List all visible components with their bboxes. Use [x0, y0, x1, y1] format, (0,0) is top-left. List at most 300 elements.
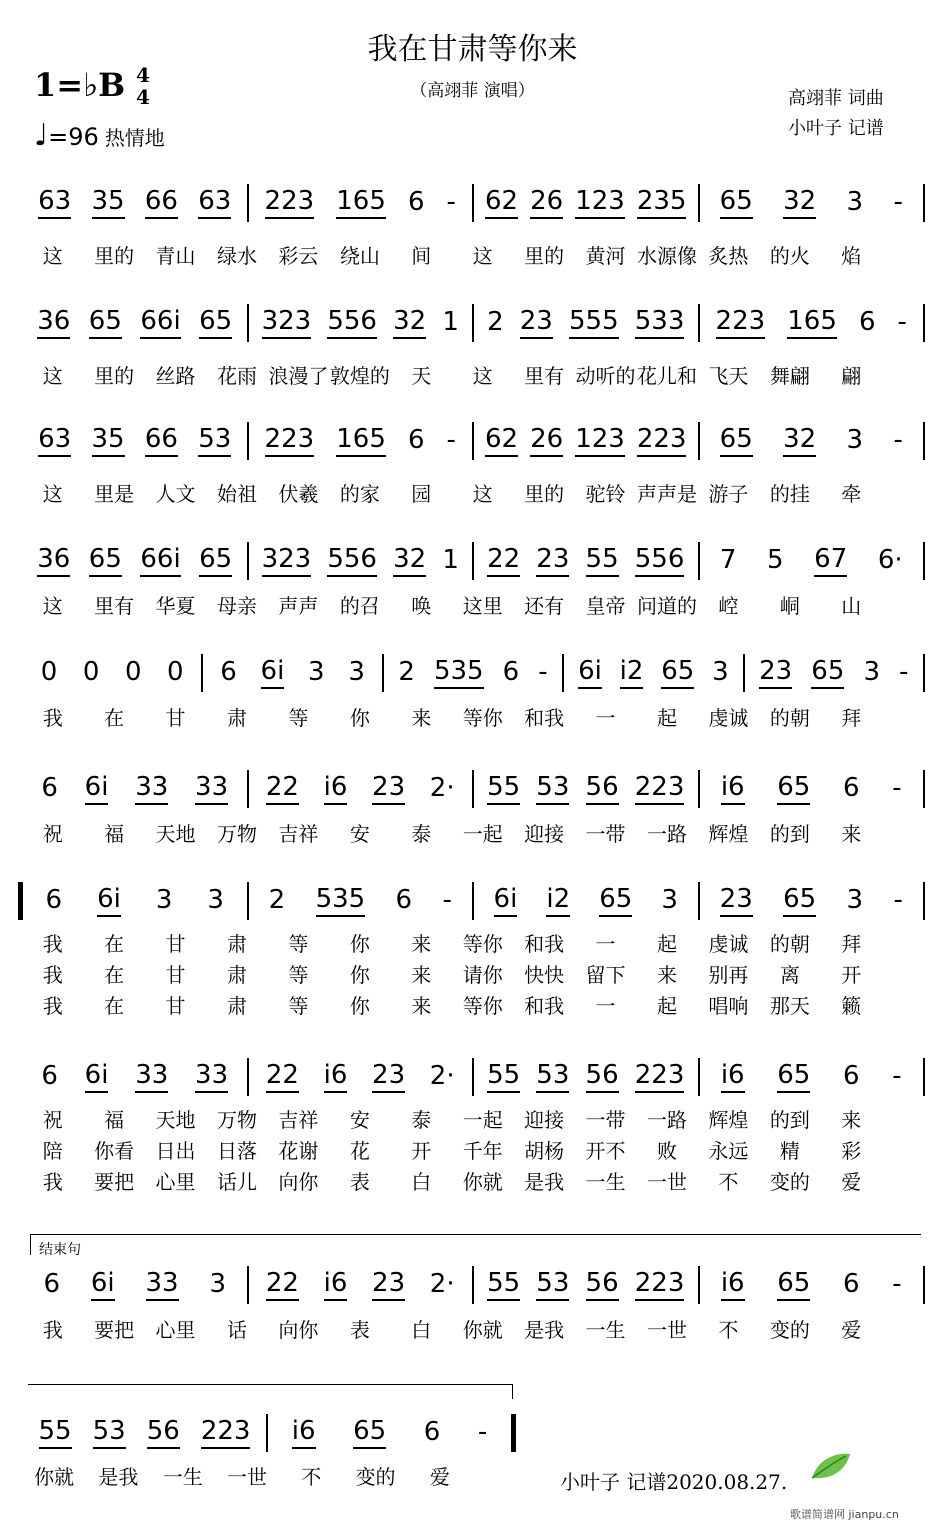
- lyric-syllable: 在: [104, 963, 125, 987]
- lyric-syllable: 甘: [165, 994, 186, 1018]
- lyric-syllable: 来: [841, 1108, 862, 1132]
- lyric-syllable: 还有: [524, 594, 565, 618]
- note-group: 66: [145, 185, 178, 219]
- note-group: 2: [398, 657, 415, 687]
- note-group: 65: [777, 1267, 810, 1301]
- lyric-syllable: 变的: [355, 1465, 396, 1489]
- measure: [705, 1264, 919, 1304]
- lyric-syllable: 是我: [98, 1465, 139, 1489]
- lyric-syllable: 虔诚: [708, 932, 749, 956]
- note-group: 32: [393, 543, 426, 577]
- note-group: 3: [155, 885, 173, 915]
- lyric-syllable: 驼铃: [585, 482, 626, 506]
- note-group: 2·: [429, 1269, 455, 1299]
- note-group: 55: [586, 543, 619, 577]
- measure: [254, 1056, 468, 1096]
- lyric-syllable: 变的: [769, 1170, 810, 1194]
- ending-bracket: [30, 1234, 921, 1258]
- note-group: 6: [407, 187, 425, 217]
- note-group: i6: [324, 1267, 348, 1301]
- lyric-syllable: 动听的: [575, 364, 636, 388]
- measure-row: [22, 182, 924, 222]
- lyric-syllable: 等: [288, 963, 309, 987]
- note-group: 65: [720, 423, 753, 457]
- lyric-syllable: 迎接: [524, 1108, 565, 1132]
- lyric-syllable: 这: [472, 482, 493, 506]
- lyric-syllable: 焰: [841, 244, 862, 268]
- lyric-syllable: 一起: [462, 822, 503, 846]
- lyric-syllable: 迎接: [524, 822, 565, 846]
- lyric-syllable: 的朝: [769, 706, 810, 730]
- note-group: 0: [167, 657, 184, 687]
- lyric-syllable: 你: [349, 932, 370, 956]
- measure-row: [22, 302, 924, 342]
- lyric-syllable: 里是: [94, 482, 135, 506]
- lyric-syllable: 爱: [429, 1465, 450, 1489]
- lyric-syllable: 在: [104, 994, 125, 1018]
- measure: [479, 768, 693, 808]
- transcriber-credit: 小叶子 记谱: [788, 118, 884, 139]
- measure: [479, 1056, 693, 1096]
- lyric-syllable: 一: [595, 706, 616, 730]
- tempo-marking: [34, 118, 165, 153]
- lyric-syllable: 一带: [585, 1108, 626, 1132]
- watermark: 歌谱简谱网 jianpu.cn: [790, 1508, 899, 1521]
- lyric-syllable: 败: [656, 1139, 677, 1163]
- lyric-syllable: 花雨: [216, 364, 257, 388]
- note-group: 6: [43, 1269, 60, 1299]
- lyric-syllable: 伏羲: [278, 482, 319, 506]
- note-group: 55: [39, 1415, 72, 1449]
- note-group: 6i: [97, 883, 121, 917]
- note-group: i6: [292, 1415, 316, 1449]
- note-group: 65: [777, 1059, 810, 1093]
- note-group: 53: [198, 423, 231, 457]
- lyric-line: [22, 1316, 924, 1344]
- note-group: 535: [316, 883, 366, 917]
- note-group: 0: [82, 657, 100, 687]
- lyric-line: [22, 1463, 924, 1491]
- lyric-syllable: 这: [42, 244, 63, 268]
- note-group: -: [446, 425, 456, 455]
- lyric-syllable: 那天: [769, 994, 810, 1018]
- lyric-line: [22, 961, 924, 989]
- lyric-syllable: 话: [226, 1318, 247, 1342]
- note-group: 65: [89, 305, 122, 339]
- lyric-syllable: 始祖: [216, 482, 257, 506]
- measure-row: [22, 540, 924, 580]
- note-group: 3: [209, 1269, 227, 1299]
- lyric-syllable: 安: [349, 822, 370, 846]
- barline: [247, 1058, 249, 1096]
- lyric-syllable: 是我: [524, 1170, 565, 1194]
- note-group: 3: [207, 885, 224, 915]
- measure: [28, 1412, 261, 1452]
- note-group: 3: [846, 425, 864, 455]
- lyric-syllable: 陪: [42, 1139, 63, 1163]
- lyric-syllable: 表: [349, 1170, 370, 1194]
- note-group: 53: [536, 771, 569, 805]
- lyric-syllable: 绿水: [216, 244, 257, 268]
- barline: [247, 770, 249, 808]
- note-group: 33: [195, 1059, 228, 1093]
- lyric-syllable: 里的: [524, 244, 565, 268]
- measure-row: [22, 880, 924, 920]
- ending-label: 结束句: [39, 1242, 81, 1258]
- lyric-syllable: 一: [595, 994, 616, 1018]
- lyric-syllable: 的到: [769, 1108, 810, 1132]
- lyric-syllable: 不: [718, 1170, 739, 1194]
- barline: [923, 422, 925, 460]
- note-group: 6: [502, 657, 520, 687]
- lyric-syllable: 丝路: [155, 364, 196, 388]
- lyric-syllable: 万物: [216, 822, 257, 846]
- barline: [923, 304, 925, 342]
- lyric-syllable: 花儿和: [636, 364, 697, 388]
- lyric-syllable: 里有: [94, 594, 135, 618]
- note-group: 223: [635, 1267, 685, 1301]
- note-group: 223: [635, 1059, 685, 1093]
- lyric-syllable: 千年: [462, 1139, 503, 1163]
- lyric-syllable: 白: [411, 1318, 432, 1342]
- lyric-syllable: 里的: [94, 244, 135, 268]
- lyric-syllable: 这: [42, 482, 63, 506]
- lyric-syllable: 的召: [339, 594, 380, 618]
- note-group: 7: [719, 545, 737, 575]
- lyric-syllable: 华夏: [155, 594, 196, 618]
- note-group: 53: [536, 1267, 569, 1301]
- time-signature: [136, 64, 150, 108]
- lyric-syllable: 等: [288, 932, 309, 956]
- note-group: 3: [661, 885, 678, 915]
- lyric-syllable: 游子: [708, 482, 749, 506]
- lyric-syllable: 水源像: [636, 244, 697, 268]
- lyric-syllable: 日出: [155, 1139, 196, 1163]
- note-group: 63: [38, 185, 71, 219]
- note-group: 556: [327, 543, 377, 577]
- barline: [923, 654, 925, 692]
- barline: [472, 304, 474, 342]
- leaf-icon: [808, 1448, 852, 1484]
- lyric-line: [22, 1168, 924, 1196]
- lyric-line: [22, 1106, 924, 1134]
- note-group: 6i: [91, 1267, 115, 1301]
- note-group: 165: [787, 305, 837, 339]
- barline: [247, 304, 249, 342]
- lyric-syllable: 来: [656, 963, 677, 987]
- barline: [698, 882, 700, 920]
- note-group: -: [442, 885, 452, 915]
- note-group: 556: [635, 543, 685, 577]
- lyric-syllable: 籁: [841, 994, 862, 1018]
- time-signature-bottom: 4: [136, 85, 150, 109]
- lyric-syllable: 吉祥: [278, 822, 319, 846]
- measure: [28, 182, 242, 222]
- lyric-syllable: 间: [411, 244, 432, 268]
- barline: [698, 304, 700, 342]
- barline: [247, 184, 249, 222]
- lyric-syllable: 等: [288, 994, 309, 1018]
- note-group: 32: [783, 423, 816, 457]
- lyric-syllable: 肃: [226, 963, 247, 987]
- barline: [472, 542, 474, 580]
- note-group: 53: [536, 1059, 569, 1093]
- note-group: 3: [846, 885, 864, 915]
- lyric-syllable: 和我: [524, 994, 565, 1018]
- lyric-syllable: 你: [349, 994, 370, 1018]
- note-group: 323: [262, 543, 312, 577]
- note-group: 6: [41, 773, 58, 803]
- note-group: -: [446, 187, 456, 217]
- note-group: 53: [93, 1415, 126, 1449]
- note-group: 23: [372, 1267, 405, 1301]
- note-group: 65: [811, 655, 844, 689]
- note-group: 65: [353, 1415, 386, 1449]
- lyric-syllable: 心里: [155, 1318, 196, 1342]
- lyric-syllable: 我: [42, 932, 63, 956]
- note-group: 123: [575, 423, 625, 457]
- lyric-syllable: 的火: [769, 244, 810, 268]
- note-group: 65: [720, 185, 753, 219]
- note-group: 65: [199, 543, 232, 577]
- note-group: 66i: [140, 305, 180, 339]
- lyric-syllable: 人文: [155, 482, 196, 506]
- barline: [698, 1058, 700, 1096]
- lyric-syllable: 彩: [841, 1139, 862, 1163]
- lyric-syllable: 我: [42, 706, 63, 730]
- transcriber-signature: 小叶子 记谱2020.08.27.: [560, 1470, 788, 1494]
- note-group: 6: [843, 773, 860, 803]
- barline: [923, 882, 925, 920]
- barline: [923, 770, 925, 808]
- note-group: 3: [846, 187, 864, 217]
- note-group: 33: [135, 1059, 168, 1093]
- measure: [28, 540, 242, 580]
- lyric-syllable: 我: [42, 1318, 63, 1342]
- measure: [208, 652, 376, 692]
- note-group: 6: [858, 307, 876, 337]
- note-group: 65: [599, 883, 632, 917]
- note-group: 1: [442, 307, 459, 337]
- barline: [923, 184, 925, 222]
- note-group: 6i: [85, 1059, 109, 1093]
- lyric-syllable: 翩: [841, 364, 862, 388]
- measure: [705, 1056, 919, 1096]
- barline: [266, 1414, 268, 1452]
- note-group: 6: [407, 425, 425, 455]
- lyric-syllable: 祝: [42, 822, 63, 846]
- lyric-syllable: 的朝: [769, 932, 810, 956]
- note-group: i2: [546, 883, 570, 917]
- quarter-note-icon: ♩: [34, 118, 49, 153]
- note-group: 23: [720, 883, 753, 917]
- measure: [254, 1264, 468, 1304]
- lyric-syllable: 爱: [841, 1318, 862, 1342]
- lyric-syllable: 皇帝: [585, 594, 626, 618]
- note-group: 33: [146, 1267, 179, 1301]
- barline: [247, 422, 249, 460]
- measure: [28, 1264, 242, 1304]
- note-group: 23: [759, 655, 792, 689]
- song-title: 我在甘肃等你来: [367, 32, 578, 67]
- measure: [479, 1264, 693, 1304]
- lyric-syllable: 一生: [585, 1318, 626, 1342]
- lyric-syllable: 和我: [524, 932, 565, 956]
- note-group: 2: [268, 885, 286, 915]
- lyric-syllable: 这: [472, 244, 493, 268]
- lyric-syllable: 你就: [462, 1170, 503, 1194]
- lyric-syllable: 一路: [646, 822, 687, 846]
- note-group: 5: [766, 545, 784, 575]
- note-group: 223: [201, 1415, 251, 1449]
- lyric-syllable: 白: [411, 1170, 432, 1194]
- lyric-syllable: 一带: [585, 822, 626, 846]
- measure-row: [22, 420, 924, 460]
- note-group: 6: [220, 657, 237, 687]
- lyric-line: [22, 704, 924, 732]
- measure: [28, 652, 196, 692]
- tempo-mood: 热情地: [104, 126, 165, 150]
- measure: [705, 768, 919, 808]
- note-group: 0: [124, 657, 142, 687]
- lyric-syllable: 这里: [462, 594, 503, 618]
- note-group: 3: [712, 657, 729, 687]
- lyric-syllable: 要把: [94, 1318, 135, 1342]
- lyric-syllable: 虔诚: [708, 706, 749, 730]
- lyric-syllable: 天地: [155, 1108, 196, 1132]
- note-group: 3: [863, 657, 880, 687]
- lyric-syllable: 绕山: [339, 244, 380, 268]
- lyric-syllable: 福: [104, 1108, 125, 1132]
- note-group: -: [893, 425, 903, 455]
- note-group: 223: [265, 423, 315, 457]
- note-group: -: [477, 1417, 488, 1447]
- barline: [472, 882, 474, 920]
- barline: [923, 1058, 925, 1096]
- measure: [479, 540, 693, 580]
- note-group: 36: [37, 543, 70, 577]
- note-group: 223: [265, 185, 315, 219]
- lyric-syllable: 声声: [278, 594, 319, 618]
- lyric-syllable: 来: [411, 994, 432, 1018]
- note-group: 6i: [261, 655, 285, 689]
- note-group: 3: [308, 657, 325, 687]
- lyric-syllable: 这: [472, 364, 493, 388]
- measure: [389, 652, 557, 692]
- lyric-syllable: 开: [841, 963, 862, 987]
- note-group: 35: [92, 423, 125, 457]
- note-group: 22: [266, 771, 299, 805]
- lyric-syllable: 的挂: [769, 482, 810, 506]
- lyric-line: [22, 592, 924, 620]
- lyric-syllable: 安: [349, 1108, 370, 1132]
- lyric-syllable: 牵: [841, 482, 862, 506]
- lyric-syllable: 唱响: [708, 994, 749, 1018]
- lyric-line: [22, 362, 924, 390]
- measure: [479, 420, 693, 460]
- lyric-syllable: 起: [656, 706, 677, 730]
- note-group: 3: [348, 657, 365, 687]
- lyric-syllable: 在: [104, 932, 125, 956]
- lyric-syllable: 崆: [718, 594, 739, 618]
- lyric-syllable: 你就: [462, 1318, 503, 1342]
- note-group: 533: [635, 305, 685, 339]
- note-group: 65: [777, 771, 810, 805]
- lyric-syllable: 精: [779, 1139, 800, 1163]
- note-group: 1: [442, 545, 459, 575]
- note-group: i6: [324, 771, 348, 805]
- lyric-syllable: 一世: [646, 1318, 687, 1342]
- lyric-syllable: 胡杨: [524, 1139, 565, 1163]
- note-group: 6: [843, 1061, 860, 1091]
- note-group: 56: [586, 1059, 619, 1093]
- measure: [479, 182, 693, 222]
- lyric-syllable: 舞翩: [769, 364, 810, 388]
- note-group: 6·: [877, 545, 903, 575]
- lyric-syllable: 花: [349, 1139, 370, 1163]
- note-group: 6: [45, 885, 63, 915]
- note-group: 2·: [429, 773, 455, 803]
- lyric-syllable: 请你: [462, 963, 503, 987]
- measure: [254, 182, 468, 222]
- measure: [705, 182, 919, 222]
- barline: [247, 882, 249, 920]
- barline: [698, 422, 700, 460]
- lyric-syllable: 一: [595, 932, 616, 956]
- lyric-line: [22, 930, 924, 958]
- note-group: 555: [569, 305, 619, 339]
- lyric-syllable: 向你: [278, 1170, 319, 1194]
- lyric-syllable: 一路: [646, 1108, 687, 1132]
- note-group: i6: [721, 1267, 745, 1301]
- note-group: -: [897, 307, 907, 337]
- note-group: 63: [198, 185, 231, 219]
- lyric-syllable: 日落: [216, 1139, 257, 1163]
- lyric-syllable: 起: [656, 932, 677, 956]
- lyric-syllable: 花谢: [278, 1139, 319, 1163]
- note-group: 33: [135, 771, 168, 805]
- lyric-syllable: 福: [104, 822, 125, 846]
- lyric-syllable: 心里: [155, 1170, 196, 1194]
- lyric-syllable: 我: [42, 963, 63, 987]
- lyric-syllable: 来: [411, 706, 432, 730]
- measure-row: [22, 1264, 924, 1304]
- ending-bracket-tail: [28, 1384, 513, 1399]
- lyric-syllable: 园: [411, 482, 432, 506]
- lyric-syllable: 母亲: [216, 594, 257, 618]
- lyric-syllable: 飞天: [708, 364, 749, 388]
- lyric-syllable: 是我: [524, 1318, 565, 1342]
- lyric-syllable: 万物: [216, 1108, 257, 1132]
- note-group: 6: [41, 1061, 58, 1091]
- note-group: 6: [843, 1269, 860, 1299]
- measure: [750, 652, 918, 692]
- note-group: 123: [575, 185, 625, 219]
- note-group: 32: [783, 185, 816, 219]
- measure: [273, 1412, 506, 1452]
- measure: [479, 302, 693, 342]
- lyric-syllable: 变的: [769, 1318, 810, 1342]
- note-group: 23: [520, 305, 553, 339]
- note-group: 55: [487, 771, 520, 805]
- note-group: i6: [721, 1059, 745, 1093]
- note-group: -: [892, 773, 902, 803]
- note-group: -: [892, 1269, 902, 1299]
- lyric-syllable: 来: [411, 963, 432, 987]
- measure: [28, 880, 242, 920]
- lyric-syllable: 等你: [462, 932, 503, 956]
- barline: [743, 654, 745, 692]
